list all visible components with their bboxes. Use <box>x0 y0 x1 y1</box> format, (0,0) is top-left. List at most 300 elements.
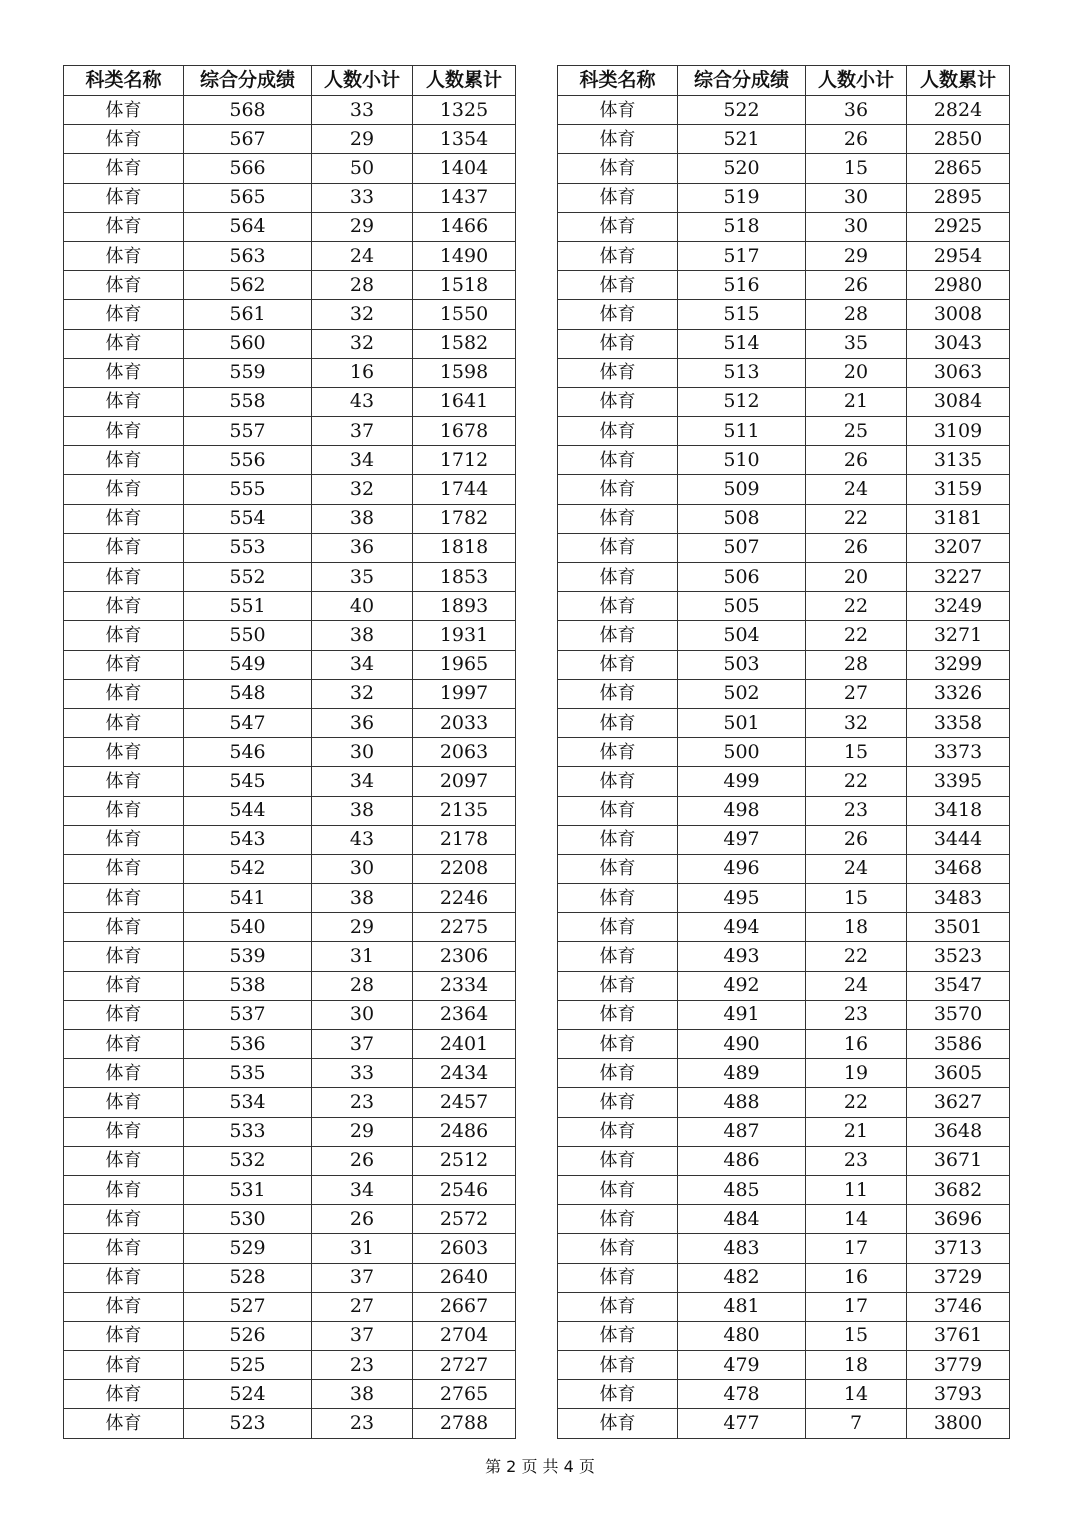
cell-score: 514 <box>678 329 806 358</box>
cell-count: 23 <box>806 1000 907 1029</box>
cell-count: 37 <box>312 417 413 446</box>
cell-count: 37 <box>312 1030 413 1059</box>
cell-count: 21 <box>806 387 907 416</box>
cell-cumulative: 2135 <box>413 796 516 825</box>
cell-subject: 体育 <box>558 417 678 446</box>
cell-score: 534 <box>184 1088 312 1117</box>
cell-subject: 体育 <box>558 1059 678 1088</box>
cell-count: 21 <box>806 1117 907 1146</box>
cell-score: 511 <box>678 417 806 446</box>
cell-score: 545 <box>184 767 312 796</box>
cell-cumulative: 3523 <box>907 942 1010 971</box>
cell-count: 23 <box>312 1351 413 1380</box>
cell-count: 18 <box>806 1351 907 1380</box>
cell-cumulative: 1518 <box>413 271 516 300</box>
table-row <box>558 300 1010 329</box>
cell-count: 27 <box>312 1292 413 1321</box>
cell-count: 38 <box>312 884 413 913</box>
cell-count: 32 <box>312 329 413 358</box>
cell-cumulative: 1712 <box>413 446 516 475</box>
cell-subject: 体育 <box>64 1030 184 1059</box>
table-row <box>64 1146 516 1175</box>
cell-subject: 体育 <box>64 1088 184 1117</box>
cell-score: 493 <box>678 942 806 971</box>
table-row <box>64 96 516 125</box>
cell-score: 555 <box>184 475 312 504</box>
table-row <box>64 329 516 358</box>
table-row <box>64 1205 516 1234</box>
table-row <box>558 1205 1010 1234</box>
cell-cumulative: 1466 <box>413 212 516 241</box>
cell-count: 34 <box>312 1175 413 1204</box>
cell-score: 525 <box>184 1351 312 1380</box>
cell-subject: 体育 <box>64 1205 184 1234</box>
table-row <box>558 1000 1010 1029</box>
table-row <box>558 96 1010 125</box>
cell-subject: 体育 <box>64 1409 184 1438</box>
cell-score: 510 <box>678 446 806 475</box>
cell-subject: 体育 <box>558 1088 678 1117</box>
cell-cumulative: 2572 <box>413 1205 516 1234</box>
cell-count: 33 <box>312 1059 413 1088</box>
cell-cumulative: 3746 <box>907 1292 1010 1321</box>
cell-count: 23 <box>806 1146 907 1175</box>
cell-score: 553 <box>184 533 312 562</box>
cell-cumulative: 3373 <box>907 738 1010 767</box>
table-row <box>558 679 1010 708</box>
cell-subject: 体育 <box>558 358 678 387</box>
table-row <box>64 125 516 154</box>
cell-subject: 体育 <box>558 533 678 562</box>
cell-subject: 体育 <box>558 1146 678 1175</box>
cell-count: 17 <box>806 1292 907 1321</box>
cell-subject: 体育 <box>558 1175 678 1204</box>
cell-cumulative: 3418 <box>907 796 1010 825</box>
cell-score: 483 <box>678 1234 806 1263</box>
cell-count: 16 <box>806 1263 907 1292</box>
cell-score: 528 <box>184 1263 312 1292</box>
cell-subject: 体育 <box>558 446 678 475</box>
cell-score: 500 <box>678 738 806 767</box>
cell-subject: 体育 <box>64 825 184 854</box>
table-row <box>558 271 1010 300</box>
table-row <box>64 971 516 1000</box>
cell-cumulative: 1404 <box>413 154 516 183</box>
cell-count: 23 <box>312 1088 413 1117</box>
cell-subject: 体育 <box>558 504 678 533</box>
table-row <box>64 1380 516 1409</box>
table-row <box>558 942 1010 971</box>
cell-subject: 体育 <box>558 300 678 329</box>
cell-cumulative: 1437 <box>413 183 516 212</box>
cell-subject: 体育 <box>558 125 678 154</box>
cell-count: 15 <box>806 154 907 183</box>
table-header-row <box>558 66 1010 96</box>
cell-subject: 体育 <box>64 971 184 1000</box>
cell-subject: 体育 <box>64 417 184 446</box>
cell-score: 503 <box>678 650 806 679</box>
cell-count: 20 <box>806 358 907 387</box>
cell-count: 36 <box>806 96 907 125</box>
cell-cumulative: 2788 <box>413 1409 516 1438</box>
table-row <box>558 446 1010 475</box>
table-row <box>64 300 516 329</box>
cell-cumulative: 3468 <box>907 854 1010 883</box>
cell-cumulative: 2334 <box>413 971 516 1000</box>
cell-score: 546 <box>184 738 312 767</box>
cell-count: 29 <box>312 212 413 241</box>
cell-subject: 体育 <box>64 1059 184 1088</box>
header-cumulative: 人数累计 <box>907 66 1010 96</box>
header-count: 人数小计 <box>312 66 413 96</box>
cell-subject: 体育 <box>558 1409 678 1438</box>
cell-subject: 体育 <box>558 854 678 883</box>
cell-score: 523 <box>184 1409 312 1438</box>
cell-score: 507 <box>678 533 806 562</box>
cell-subject: 体育 <box>558 1030 678 1059</box>
table-row <box>64 1409 516 1438</box>
cell-subject: 体育 <box>558 1351 678 1380</box>
cell-score: 498 <box>678 796 806 825</box>
header-score: 综合分成绩 <box>184 66 312 96</box>
cell-subject: 体育 <box>64 796 184 825</box>
cell-count: 27 <box>806 679 907 708</box>
cell-count: 32 <box>806 708 907 737</box>
header-subject: 科类名称 <box>558 66 678 96</box>
cell-cumulative: 3586 <box>907 1030 1010 1059</box>
cell-score: 499 <box>678 767 806 796</box>
cell-cumulative: 3271 <box>907 621 1010 650</box>
table-row <box>64 1030 516 1059</box>
cell-count: 37 <box>312 1321 413 1350</box>
cell-count: 33 <box>312 183 413 212</box>
table-row <box>64 796 516 825</box>
cell-count: 24 <box>806 971 907 1000</box>
score-table-left <box>63 65 516 1439</box>
cell-cumulative: 2667 <box>413 1292 516 1321</box>
cell-subject: 体育 <box>64 1146 184 1175</box>
cell-count: 24 <box>312 241 413 270</box>
table-row <box>558 1175 1010 1204</box>
cell-count: 22 <box>806 1088 907 1117</box>
cell-subject: 体育 <box>558 884 678 913</box>
cell-subject: 体育 <box>64 504 184 533</box>
cell-cumulative: 2457 <box>413 1088 516 1117</box>
cell-cumulative: 1354 <box>413 125 516 154</box>
cell-count: 26 <box>806 533 907 562</box>
table-row <box>558 154 1010 183</box>
cell-score: 527 <box>184 1292 312 1321</box>
cell-score: 558 <box>184 387 312 416</box>
cell-subject: 体育 <box>64 650 184 679</box>
cell-subject: 体育 <box>64 563 184 592</box>
cell-count: 14 <box>806 1380 907 1409</box>
cell-count: 22 <box>806 942 907 971</box>
cell-subject: 体育 <box>64 96 184 125</box>
cell-score: 489 <box>678 1059 806 1088</box>
table-row <box>558 708 1010 737</box>
table-row <box>64 884 516 913</box>
cell-score: 529 <box>184 1234 312 1263</box>
cell-cumulative: 1931 <box>413 621 516 650</box>
table-row <box>558 621 1010 650</box>
cell-score: 485 <box>678 1175 806 1204</box>
cell-subject: 体育 <box>558 592 678 621</box>
cell-count: 31 <box>312 1234 413 1263</box>
cell-score: 548 <box>184 679 312 708</box>
cell-subject: 体育 <box>64 475 184 504</box>
cell-score: 490 <box>678 1030 806 1059</box>
cell-count: 37 <box>312 1263 413 1292</box>
cell-score: 505 <box>678 592 806 621</box>
cell-cumulative: 3444 <box>907 825 1010 854</box>
cell-subject: 体育 <box>64 1351 184 1380</box>
cell-score: 524 <box>184 1380 312 1409</box>
table-row <box>558 884 1010 913</box>
cell-count: 22 <box>806 621 907 650</box>
cell-score: 491 <box>678 1000 806 1029</box>
cell-score: 506 <box>678 563 806 592</box>
cell-cumulative: 2097 <box>413 767 516 796</box>
cell-count: 7 <box>806 1409 907 1438</box>
cell-cumulative: 2850 <box>907 125 1010 154</box>
table-row <box>558 329 1010 358</box>
table-row <box>558 1351 1010 1380</box>
table-row <box>64 708 516 737</box>
cell-count: 29 <box>312 913 413 942</box>
cell-cumulative: 3135 <box>907 446 1010 475</box>
cell-cumulative: 3570 <box>907 1000 1010 1029</box>
cell-subject: 体育 <box>64 446 184 475</box>
cell-score: 564 <box>184 212 312 241</box>
cell-score: 531 <box>184 1175 312 1204</box>
table-row <box>64 533 516 562</box>
cell-count: 34 <box>312 650 413 679</box>
cell-cumulative: 1678 <box>413 417 516 446</box>
cell-score: 554 <box>184 504 312 533</box>
cell-count: 26 <box>806 125 907 154</box>
cell-count: 23 <box>806 796 907 825</box>
cell-score: 537 <box>184 1000 312 1029</box>
cell-score: 551 <box>184 592 312 621</box>
cell-cumulative: 2640 <box>413 1263 516 1292</box>
cell-cumulative: 1550 <box>413 300 516 329</box>
cell-subject: 体育 <box>64 212 184 241</box>
cell-score: 504 <box>678 621 806 650</box>
cell-cumulative: 3671 <box>907 1146 1010 1175</box>
cell-count: 11 <box>806 1175 907 1204</box>
cell-count: 35 <box>806 329 907 358</box>
cell-count: 30 <box>806 212 907 241</box>
cell-subject: 体育 <box>558 563 678 592</box>
cell-subject: 体育 <box>558 796 678 825</box>
cell-count: 20 <box>806 563 907 592</box>
table-row <box>558 592 1010 621</box>
cell-cumulative: 3800 <box>907 1409 1010 1438</box>
cell-score: 563 <box>184 241 312 270</box>
cell-score: 543 <box>184 825 312 854</box>
cell-subject: 体育 <box>64 592 184 621</box>
cell-score: 518 <box>678 212 806 241</box>
cell-score: 535 <box>184 1059 312 1088</box>
cell-score: 521 <box>678 125 806 154</box>
cell-cumulative: 3627 <box>907 1088 1010 1117</box>
cell-cumulative: 2824 <box>907 96 1010 125</box>
table-row <box>558 1059 1010 1088</box>
cell-count: 26 <box>806 825 907 854</box>
cell-subject: 体育 <box>558 738 678 767</box>
cell-subject: 体育 <box>558 971 678 1000</box>
cell-score: 526 <box>184 1321 312 1350</box>
cell-cumulative: 3395 <box>907 767 1010 796</box>
cell-cumulative: 3249 <box>907 592 1010 621</box>
cell-count: 24 <box>806 854 907 883</box>
cell-count: 38 <box>312 504 413 533</box>
cell-count: 38 <box>312 621 413 650</box>
table-row <box>64 446 516 475</box>
table-row <box>558 358 1010 387</box>
table-row <box>64 942 516 971</box>
cell-subject: 体育 <box>64 854 184 883</box>
cell-score: 542 <box>184 854 312 883</box>
cell-subject: 体育 <box>64 1380 184 1409</box>
cell-subject: 体育 <box>64 1234 184 1263</box>
cell-score: 549 <box>184 650 312 679</box>
table-row <box>64 504 516 533</box>
cell-subject: 体育 <box>64 708 184 737</box>
cell-score: 541 <box>184 884 312 913</box>
table-row <box>64 592 516 621</box>
cell-subject: 体育 <box>64 533 184 562</box>
header-subject: 科类名称 <box>64 66 184 96</box>
cell-count: 15 <box>806 738 907 767</box>
cell-cumulative: 1490 <box>413 241 516 270</box>
cell-subject: 体育 <box>64 329 184 358</box>
cell-score: 486 <box>678 1146 806 1175</box>
table-row <box>558 738 1010 767</box>
table-row <box>64 183 516 212</box>
cell-count: 15 <box>806 884 907 913</box>
cell-count: 15 <box>806 1321 907 1350</box>
cell-score: 566 <box>184 154 312 183</box>
cell-subject: 体育 <box>64 738 184 767</box>
cell-score: 479 <box>678 1351 806 1380</box>
cell-cumulative: 2033 <box>413 708 516 737</box>
cell-score: 565 <box>184 183 312 212</box>
cell-score: 536 <box>184 1030 312 1059</box>
cell-cumulative: 1325 <box>413 96 516 125</box>
cell-cumulative: 3207 <box>907 533 1010 562</box>
score-table-right <box>557 65 1010 1439</box>
cell-count: 43 <box>312 387 413 416</box>
cell-subject: 体育 <box>64 1321 184 1350</box>
cell-score: 495 <box>678 884 806 913</box>
table-row <box>64 1088 516 1117</box>
cell-cumulative: 3084 <box>907 387 1010 416</box>
table-header-row <box>64 66 516 96</box>
table-row <box>64 563 516 592</box>
cell-cumulative: 3713 <box>907 1234 1010 1263</box>
table-row <box>64 767 516 796</box>
cell-cumulative: 3501 <box>907 913 1010 942</box>
cell-cumulative: 3358 <box>907 708 1010 737</box>
table-row <box>64 1000 516 1029</box>
cell-score: 561 <box>184 300 312 329</box>
cell-count: 28 <box>312 971 413 1000</box>
cell-count: 33 <box>312 96 413 125</box>
cell-count: 16 <box>312 358 413 387</box>
cell-score: 480 <box>678 1321 806 1350</box>
cell-cumulative: 3043 <box>907 329 1010 358</box>
cell-count: 26 <box>312 1146 413 1175</box>
cell-score: 513 <box>678 358 806 387</box>
table-row <box>558 241 1010 270</box>
cell-subject: 体育 <box>64 358 184 387</box>
cell-cumulative: 2980 <box>907 271 1010 300</box>
cell-subject: 体育 <box>64 300 184 329</box>
cell-subject: 体育 <box>64 387 184 416</box>
cell-score: 497 <box>678 825 806 854</box>
cell-score: 509 <box>678 475 806 504</box>
cell-subject: 体育 <box>64 1292 184 1321</box>
cell-subject: 体育 <box>64 1263 184 1292</box>
table-row <box>558 212 1010 241</box>
table-row <box>558 1146 1010 1175</box>
cell-score: 532 <box>184 1146 312 1175</box>
cell-count: 18 <box>806 913 907 942</box>
cell-count: 34 <box>312 767 413 796</box>
cell-count: 28 <box>806 300 907 329</box>
cell-cumulative: 1997 <box>413 679 516 708</box>
cell-count: 22 <box>806 767 907 796</box>
table-row <box>64 1117 516 1146</box>
cell-score: 481 <box>678 1292 806 1321</box>
cell-cumulative: 3605 <box>907 1059 1010 1088</box>
table-row <box>558 1088 1010 1117</box>
cell-count: 36 <box>312 708 413 737</box>
cell-cumulative: 3326 <box>907 679 1010 708</box>
cell-score: 484 <box>678 1205 806 1234</box>
table-row <box>64 1175 516 1204</box>
cell-subject: 体育 <box>558 1380 678 1409</box>
header-cumulative: 人数累计 <box>413 66 516 96</box>
cell-count: 32 <box>312 475 413 504</box>
cell-cumulative: 2401 <box>413 1030 516 1059</box>
cell-score: 508 <box>678 504 806 533</box>
cell-subject: 体育 <box>558 1205 678 1234</box>
cell-score: 533 <box>184 1117 312 1146</box>
cell-subject: 体育 <box>558 913 678 942</box>
cell-cumulative: 1598 <box>413 358 516 387</box>
cell-subject: 体育 <box>64 1175 184 1204</box>
cell-subject: 体育 <box>64 1000 184 1029</box>
cell-score: 501 <box>678 708 806 737</box>
cell-cumulative: 3181 <box>907 504 1010 533</box>
table-row <box>64 1234 516 1263</box>
cell-score: 557 <box>184 417 312 446</box>
cell-subject: 体育 <box>558 708 678 737</box>
cell-cumulative: 2727 <box>413 1351 516 1380</box>
table-row <box>558 387 1010 416</box>
cell-cumulative: 2434 <box>413 1059 516 1088</box>
cell-count: 36 <box>312 533 413 562</box>
cell-subject: 体育 <box>558 942 678 971</box>
cell-count: 22 <box>806 592 907 621</box>
cell-cumulative: 3729 <box>907 1263 1010 1292</box>
cell-score: 550 <box>184 621 312 650</box>
cell-cumulative: 2925 <box>907 212 1010 241</box>
cell-subject: 体育 <box>64 1117 184 1146</box>
